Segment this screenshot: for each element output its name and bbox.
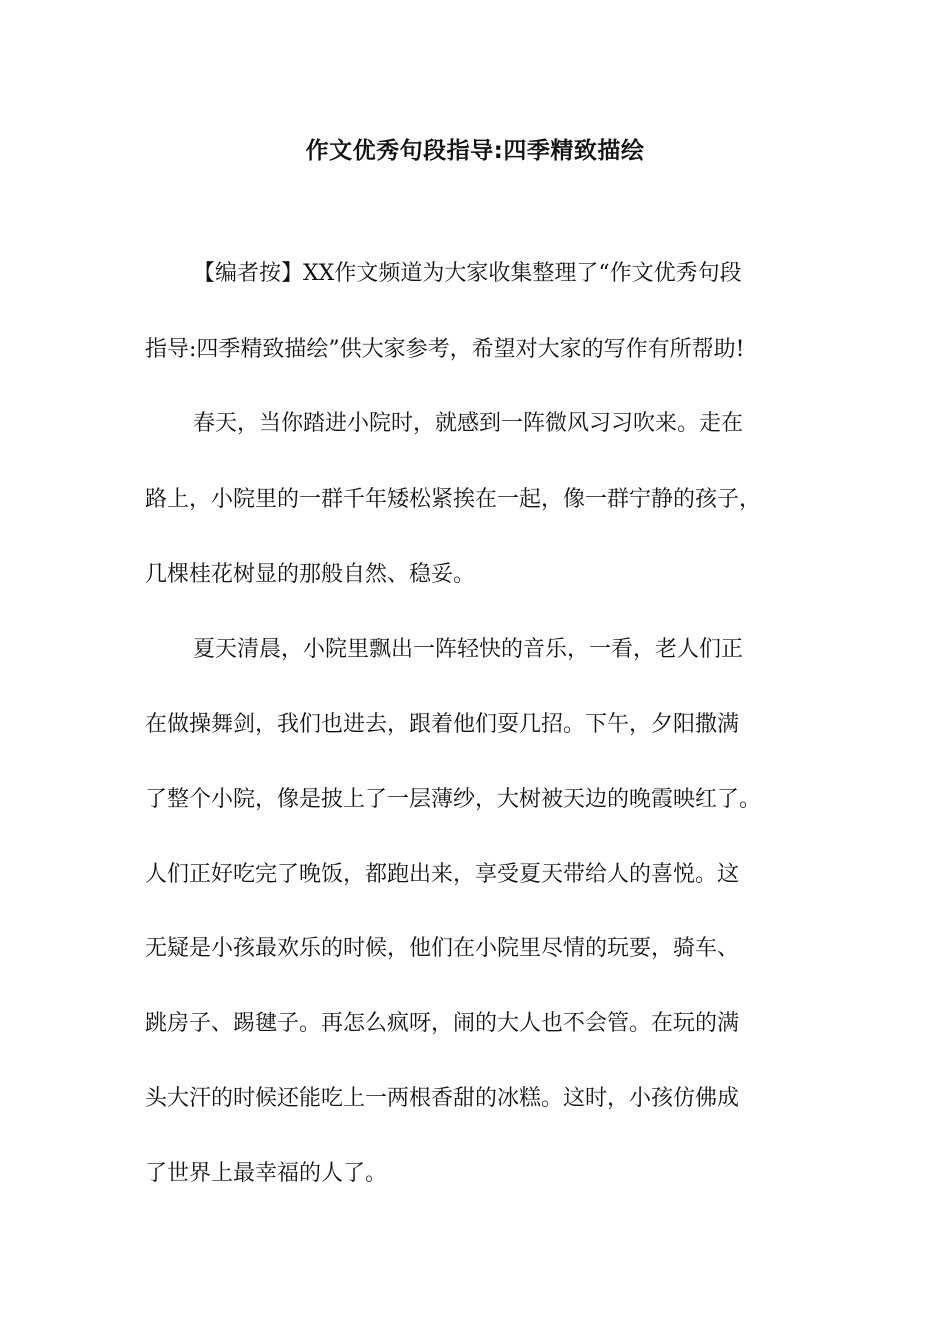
paragraph-line: 跳房子、踢毽子。再怎么疯呀，闹的大人也不会管。在玩的满 <box>145 1011 740 1036</box>
paragraph-line: 几棵桂花树显的那般自然、稳妥。 <box>145 562 476 587</box>
paragraph-line: 无疑是小孩最欢乐的时候，他们在小院里尽情的玩要，骑车、 <box>145 936 740 961</box>
paragraph-line: 夏天清晨，小院里飘出一阵轻快的音乐，一看，老人们正 <box>193 637 744 662</box>
paragraph-line: 指导:四季精致描绘”供大家参考，希望对大家的写作有所帮助! <box>145 337 745 362</box>
paragraph-line: 了整个小院，像是披上了一层薄纱，大树被天边的晚霞映红了。 <box>145 787 762 812</box>
paragraph-line: 春天，当你踏进小院时，就感到一阵微风习习吹来。走在 <box>193 411 744 436</box>
paragraph-line: 路上，小院里的一群千年矮松紧挨在一起，像一群宁静的孩子， <box>145 487 762 512</box>
paragraph-line: 人们正好吃完了晚饭，都跑出来，享受夏天带给人的喜悦。这 <box>145 862 740 887</box>
paragraph-line: 在做操舞剑，我们也进去，跟着他们耍几招。下午，夕阳撒满 <box>145 712 740 737</box>
paragraph-line: 【编者按】XX作文频道为大家收集整理了“作文优秀句段 <box>193 261 742 286</box>
paragraph-line: 了世界上最幸福的人了。 <box>145 1161 388 1186</box>
paragraph-line: 头大汗的时候还能吃上一两根香甜的冰糕。这时，小孩仿佛成 <box>145 1086 740 1111</box>
document-title: 作文优秀句段指导:四季精致描绘 <box>305 138 645 164</box>
